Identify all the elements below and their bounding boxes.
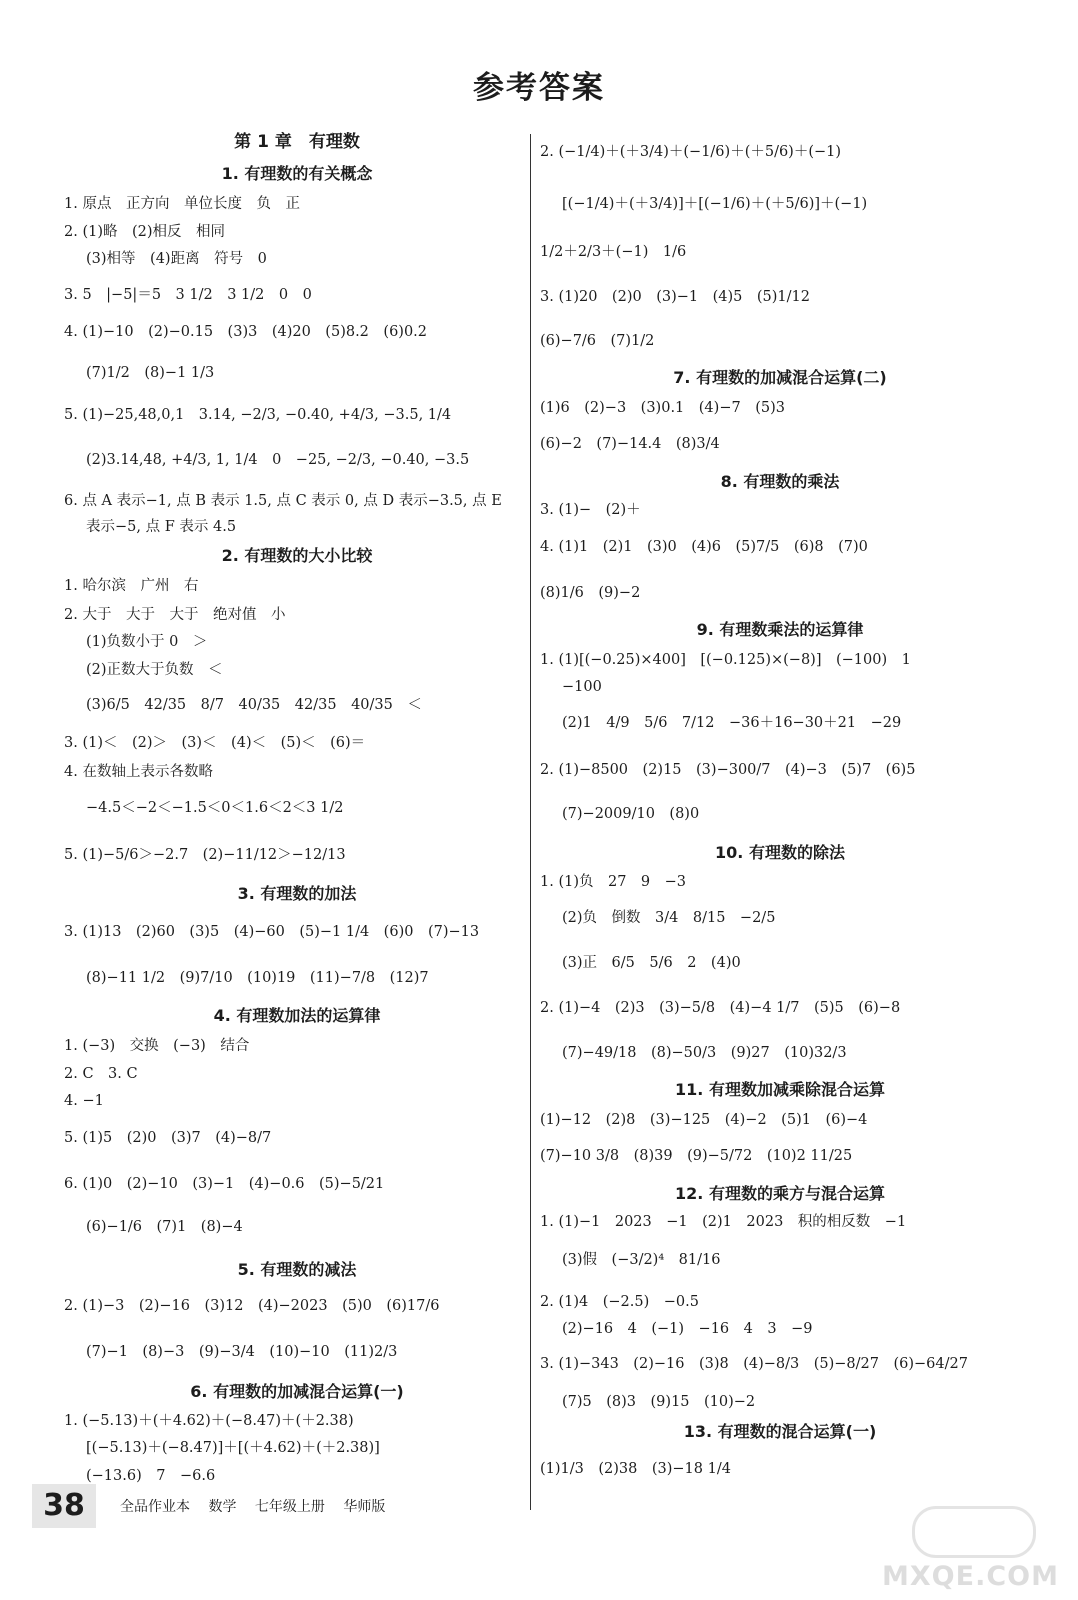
- answer-line: 3. 5 |−5|＝5 3 1/2 3 1/2 0 0: [64, 287, 312, 303]
- answer-line: 3. (1)13 (2)60 (3)5 (4)−60 (5)−1 1/4 (6)0 (7)−13: [64, 924, 480, 940]
- watermark-emblem-icon: [912, 1506, 1036, 1558]
- answer-line: [(−5.13)＋(−8.47)]＋[(＋4.62)＋(＋2.38)]: [86, 1440, 380, 1456]
- section-heading: 第 1 章 有理数: [234, 132, 360, 152]
- answer-line: 表示−5, 点 F 表示 4.5: [86, 519, 237, 535]
- answer-line: (1)1/3 (2)38 (3)−18 1/4: [540, 1461, 731, 1477]
- answer-line: 3. (1)−343 (2)−16 (3)8 (4)−8/3 (5)−8/27 (6)−64/27: [540, 1356, 968, 1372]
- answer-line: 3. (1)− (2)＋: [540, 502, 641, 518]
- answer-line: (1)6 (2)−3 (3)0.1 (4)−7 (5)3: [540, 400, 785, 416]
- answer-line: 1/2＋2/3＋(−1) 1/6: [540, 244, 687, 260]
- section-heading: 1. 有理数的有关概念: [221, 164, 373, 183]
- book-info: 全品作业本 数学 七年级上册 华师版: [120, 1499, 386, 1515]
- answer-line: 5. (1)−5/6＞−2.7 (2)−11/12＞−12/13: [64, 847, 346, 863]
- answer-line: 1. (1)[(−0.25)×400] [(−0.125)×(−8)] (−100) 1: [540, 652, 911, 668]
- section-heading: 7. 有理数的加减混合运算(二): [673, 368, 887, 387]
- answer-line: (3)假 (−3/2)⁴ 81/16: [562, 1252, 721, 1268]
- answer-line: 6. (1)0 (2)−10 (3)−1 (4)−0.6 (5)−5/21: [64, 1176, 385, 1192]
- section-heading: 5. 有理数的减法: [237, 1260, 357, 1279]
- section-heading: 3. 有理数的加法: [237, 884, 357, 903]
- answer-line: (7)−10 3/8 (8)39 (9)−5/72 (10)2 11/25: [540, 1148, 853, 1164]
- answer-line: 5. (1)5 (2)0 (3)7 (4)−8/7: [64, 1130, 272, 1146]
- answer-line: (1)负数小于 0 ＞: [86, 634, 208, 650]
- answer-line: 2. (1)−3 (2)−16 (3)12 (4)−2023 (5)0 (6)17/6: [64, 1298, 440, 1314]
- answer-line: 1. (−5.13)＋(＋4.62)＋(−8.47)＋(＋2.38): [64, 1413, 354, 1429]
- answer-line: 4. 在数轴上表示各数略: [64, 764, 213, 780]
- answer-line: 2. (−1/4)＋(＋3/4)＋(−1/6)＋(＋5/6)＋(−1): [540, 144, 842, 160]
- answer-line: (3)相等 (4)距离 符号 0: [86, 251, 267, 267]
- answer-line: 2. (1)略 (2)相反 相同: [64, 224, 226, 240]
- answer-line: −100: [562, 679, 602, 695]
- section-heading: 13. 有理数的混合运算(一): [683, 1422, 877, 1441]
- answer-line: 3. (1)20 (2)0 (3)−1 (4)5 (5)1/12: [540, 289, 810, 305]
- answer-line: 6. 点 A 表示−1, 点 B 表示 1.5, 点 C 表示 0, 点 D 表示−3.5, 点 E: [64, 493, 502, 509]
- answer-line: 2. 大于 大于 大于 绝对值 小: [64, 607, 286, 623]
- answer-line: (7)1/2 (8)−1 1/3: [86, 365, 215, 381]
- answer-line: (2)正数大于负数 ＜: [86, 662, 223, 678]
- answer-line: (6)−1/6 (7)1 (8)−4: [86, 1219, 243, 1235]
- section-heading: 4. 有理数加法的运算律: [213, 1006, 381, 1025]
- answer-line: (2)−16 4 (−1) −16 4 3 −9: [562, 1321, 813, 1337]
- answer-line: 2. (1)4 (−2.5) −0.5: [540, 1294, 699, 1310]
- answer-line: 4. (1)−10 (2)−0.15 (3)3 (4)20 (5)8.2 (6)0.2: [64, 324, 428, 340]
- answer-line: (2)负 倒数 3/4 8/15 −2/5: [562, 910, 776, 926]
- page-number: 38: [32, 1484, 96, 1528]
- answer-line: (2)3.14,48, +4/3, 1, 1/4 0 −25, −2/3, −0.40, −3.5: [86, 452, 470, 468]
- section-heading: 9. 有理数乘法的运算律: [696, 620, 864, 639]
- watermark-logo: [878, 1500, 1063, 1596]
- answer-line: 1. 哈尔滨 广州 右: [64, 578, 199, 594]
- answer-line: (8)−11 1/2 (9)7/10 (10)19 (11)−7/8 (12)7: [86, 970, 429, 986]
- answer-line: 1. (1)负 27 9 −3: [540, 874, 687, 890]
- section-heading: 2. 有理数的大小比较: [221, 546, 373, 565]
- answer-line: (8)1/6 (9)−2: [540, 585, 641, 601]
- column-divider: [530, 134, 531, 1510]
- answer-line: (−13.6) 7 −6.6: [86, 1468, 216, 1484]
- section-heading: 6. 有理数的加减混合运算(一): [190, 1382, 404, 1401]
- answer-line: (3)6/5 42/35 8/7 40/35 42/35 40/35 ＜: [86, 697, 422, 713]
- answer-line: (7)−49/18 (8)−50/3 (9)27 (10)32/3: [562, 1045, 847, 1061]
- answer-line: [(−1/4)＋(＋3/4)]＋[(−1/6)＋(＋5/6)]＋(−1): [562, 196, 868, 212]
- answer-line: (6)−2 (7)−14.4 (8)3/4: [540, 436, 720, 452]
- answer-line: 2. C 3. C: [64, 1066, 138, 1082]
- answer-line: 5. (1)−25,48,0,1 3.14, −2/3, −0.40, +4/3, −3.5, 1/4: [64, 407, 452, 423]
- answer-line: 1. 原点 正方向 单位长度 负 正: [64, 196, 300, 212]
- watermark-text: MXQE.COM: [882, 1561, 1059, 1592]
- answer-line: (3)正 6/5 5/6 2 (4)0: [562, 955, 741, 971]
- section-heading: 8. 有理数的乘法: [720, 472, 840, 491]
- answer-line: 1. (−3) 交换 (−3) 结合: [64, 1038, 250, 1054]
- answer-line: 2. (1)−4 (2)3 (3)−5/8 (4)−4 1/7 (5)5 (6)−8: [540, 1000, 901, 1016]
- page-title: 参考答案: [473, 70, 605, 106]
- section-heading: 11. 有理数加减乘除混合运算: [675, 1080, 885, 1099]
- answer-line: (2)1 4/9 5/6 7/12 −36＋16−30＋21 −29: [562, 715, 902, 731]
- answer-line: 4. −1: [64, 1093, 104, 1109]
- section-heading: 10. 有理数的除法: [715, 843, 845, 862]
- answer-line: (6)−7/6 (7)1/2: [540, 333, 655, 349]
- answer-line: 3. (1)＜ (2)＞ (3)＜ (4)＜ (5)＜ (6)＝: [64, 735, 366, 751]
- answer-line: (1)−12 (2)8 (3)−125 (4)−2 (5)1 (6)−4: [540, 1112, 868, 1128]
- answer-line: (7)5 (8)3 (9)15 (10)−2: [562, 1394, 756, 1410]
- section-heading: 12. 有理数的乘方与混合运算: [675, 1184, 885, 1203]
- answer-line: (7)−1 (8)−3 (9)−3/4 (10)−10 (11)2/3: [86, 1344, 398, 1360]
- answer-line: (7)−2009/10 (8)0: [562, 806, 700, 822]
- answer-line: 1. (1)−1 2023 −1 (2)1 2023 积的相反数 −1: [540, 1214, 907, 1230]
- answer-line: 4. (1)1 (2)1 (3)0 (4)6 (5)7/5 (6)8 (7)0: [540, 539, 868, 555]
- answer-line: −4.5＜−2＜−1.5＜0＜1.6＜2＜3 1/2: [86, 800, 344, 816]
- answer-line: 2. (1)−8500 (2)15 (3)−300/7 (4)−3 (5)7 (6)5: [540, 762, 916, 778]
